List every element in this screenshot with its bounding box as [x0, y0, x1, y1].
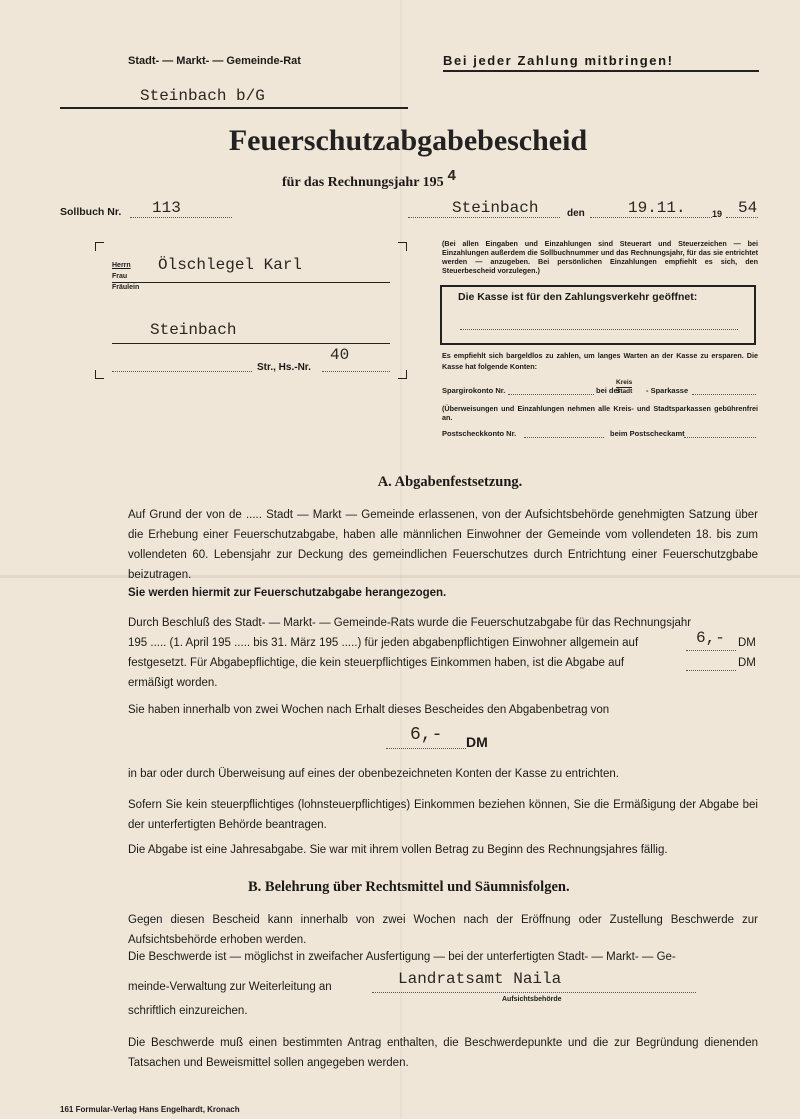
girokonto-row [442, 378, 758, 400]
authority-name: Landratsamt Naila [398, 970, 562, 988]
year-digit: 4 [447, 168, 457, 185]
salutation-fraeulein: Fräulein [112, 284, 140, 291]
section-b-p2-line3: schriftlich einzureichen. [128, 1005, 248, 1017]
section-a-paragraph-5: in bar oder durch Überweisung auf eines der obenbezeichneten Konten der Kasse zu entrichten. [128, 768, 619, 780]
amount-due-dotline [386, 748, 466, 749]
salutation-herrn: Herrn [112, 262, 131, 269]
section-b-heading: B. Belehrung über Rechtsmittel und Säumnisfolgen. [248, 879, 570, 895]
municipality-name: Steinbach b/G [140, 87, 265, 105]
subtitle [282, 168, 457, 191]
amount-general-dotline [686, 650, 736, 651]
publisher-footer: 161 Formular-Verlag Hans Engelhardt, Kronach [60, 1105, 240, 1114]
section-a-p3-line4: ermäßigt worden. [128, 677, 218, 689]
house-dotline [322, 371, 390, 372]
amount-due-dm: DM [466, 734, 488, 750]
dm-label-1: DM [738, 637, 756, 649]
recipient-name: Ölschlegel Karl [158, 256, 303, 274]
section-a-heading: A. Abgabenfestsetzung. [377, 474, 523, 490]
town-underline [112, 343, 390, 344]
bei-der-label: bei der [596, 386, 621, 395]
amount-due: 6,- [410, 725, 443, 745]
window-corner-tl [95, 242, 104, 251]
kasse-box-label: Die Kasse ist für den Zahlungsverkehr geöffnet: [458, 291, 698, 303]
recipient-town: Steinbach [150, 321, 237, 339]
section-b-p2-line1: Die Beschwerde ist — möglichst in zweifacher Ausfertigung — bei der unterfertigten Stadt- — Markt- — Ge- [128, 951, 676, 963]
section-a-paragraph-2: Sie werden hiermit zur Feuerschutzabgabe herangezogen. [128, 587, 447, 599]
section-b-p2-line2: meinde-Verwaltung zur Weiterleitung an [128, 981, 332, 993]
dm-label-2: DM [738, 657, 756, 669]
kreis-stadt [616, 379, 632, 396]
window-corner-bl [95, 370, 104, 379]
section-a-paragraph-6: Sofern Sie kein steuerpflichtiges (lohnsteuerpflichtiges) Einkommen beziehen können, Sie die Ermäßigung der Abgabe bei der unterfertigten Behörde beantragen. [128, 799, 758, 831]
place-dotline [408, 217, 560, 218]
kasse-box [440, 285, 756, 345]
section-b-paragraph-1: Gegen diesen Bescheid kann innerhalb von zwei Wochen nach der Eröffnung oder Zustellung Beschwerde zur Aufsichtsbehörde erhoben werden. [128, 914, 758, 946]
page-title: Feuerschutzabgabebescheid [228, 124, 588, 157]
sollbuch-label: Sollbuch Nr. [60, 206, 122, 218]
street-dotline [112, 371, 252, 372]
reduced-amount-dotline [686, 670, 736, 671]
bargeldlos-note: Es empfiehlt sich bargeldlos zu zahlen, um langes Warten an der Kasse zu ersparen. Die Kasse hat folgende Konten: [442, 351, 758, 371]
instruction-note: (Bei allen Eingaben und Einzahlungen sind Steuerart und Steuerzeichen — bei Einzahlungen außerdem die Sollbuchnummer und das Rechnungsjahr, für das sie entrichtet werden — anzugeben. Bei persönlichen Einzahlungen empfiehlt es sich, den Steuerbescheid vorzulegen.) [442, 239, 758, 275]
sparkasse-label: - Sparkasse [646, 386, 689, 395]
ueberweisungen-note: (Überweisungen und Einzahlungen nehmen alle Kreis- und Stadtsparkassen gebührenfrei an. [442, 404, 758, 422]
date-value: 19.11. [628, 199, 686, 217]
authority-dotline [372, 992, 696, 993]
girokonto-label: Spargirokonto Nr. [442, 386, 506, 395]
section-a-p3-line2: 195 ..... (1. April 195 ..... bis 31. März 195 .....) für jeden abgabenpflichtigen Einwohner allgemein auf [128, 637, 639, 649]
section-a-paragraph-1: Auf Grund der von de ..... Stadt — Markt — Gemeinde erlassenen, von der Aufsichtsbehörde genehmigten Satzung über die Erhebung einer Feuerschutzabgabe, haben alle männlichen Einwohner der Gemeinde vom vollendeten 18. bis zum vollendeten 60. Lebensjahr zur Deckung des gemeindlichen Feuerschutzes durch Entrichtung einer Feuerschutzgbabe beizutragen. [128, 509, 758, 581]
place-value: Steinbach [452, 199, 539, 217]
window-corner-br [398, 370, 407, 379]
sollbuch-value: 113 [152, 199, 181, 217]
postscheck-label: Postscheckkonto Nr. [442, 429, 517, 438]
header-left-title: Stadt- — Markt- — Gemeinde-Rat [128, 55, 301, 67]
section-a-paragraph-4: Sie haben innerhalb von zwei Wochen nach Erhalt dieses Bescheides den Abgabenbetrag von [128, 704, 610, 716]
subtitle-prefix: für das Rechnungsjahr 195 [282, 175, 444, 190]
year-dotline [726, 217, 758, 218]
street-label: Str., Hs.-Nr. [257, 362, 311, 373]
kreis-label: Kreis [616, 379, 633, 386]
salutation-frau: Frau [112, 273, 128, 280]
date-dotline [590, 217, 712, 218]
girokonto-dotline [508, 394, 594, 395]
sollbuch-dotline [130, 217, 232, 218]
salutation-list [112, 260, 139, 293]
stadt-label: Stadt [616, 388, 633, 395]
section-b-paragraph-3: Die Beschwerde muß einen bestimmten Antrag enthalten, die Beschwerdepunkte und die zur Begründung dienenden Tatsachen und Beweismittel sollen angegeben werden. [128, 1037, 758, 1069]
postscheckamt-label: beim Postscheckamt [610, 429, 685, 438]
postscheckamt-dotline [684, 437, 756, 438]
postscheck-row [442, 429, 758, 443]
year-value: 54 [738, 199, 758, 217]
section-a-p3-line1: Durch Beschluß des Stadt- — Markt- — Gemeinde-Rats wurde die Feuerschutzabgabe für das Rechnungsjahr [128, 617, 692, 629]
municipality-underline [60, 107, 408, 109]
header-right-note: Bei jeder Zahlung mitbringen! [443, 53, 759, 72]
postscheck-dotline [524, 437, 604, 438]
century-label: 19 [712, 209, 723, 219]
authority-label: Aufsichtsbehörde [502, 996, 562, 1003]
amount-general: 6,- [696, 629, 725, 647]
section-a-paragraph-7: Die Abgabe ist eine Jahresabgabe. Sie war mit ihrem vollen Betrag zu Beginn des Rechnungsjahres fällig. [128, 844, 668, 856]
window-corner-tr [398, 242, 407, 251]
name-underline [112, 282, 390, 283]
sparkasse-dotline [692, 394, 756, 395]
section-a-p3-line3: festgesetzt. Für Abgabepflichtige, die kein steuerpflichtiges Einkommen haben, ist die Abgabe auf [128, 657, 625, 669]
den-label: den [567, 208, 585, 219]
house-number: 40 [330, 346, 350, 364]
kasse-box-dotline [460, 329, 738, 330]
